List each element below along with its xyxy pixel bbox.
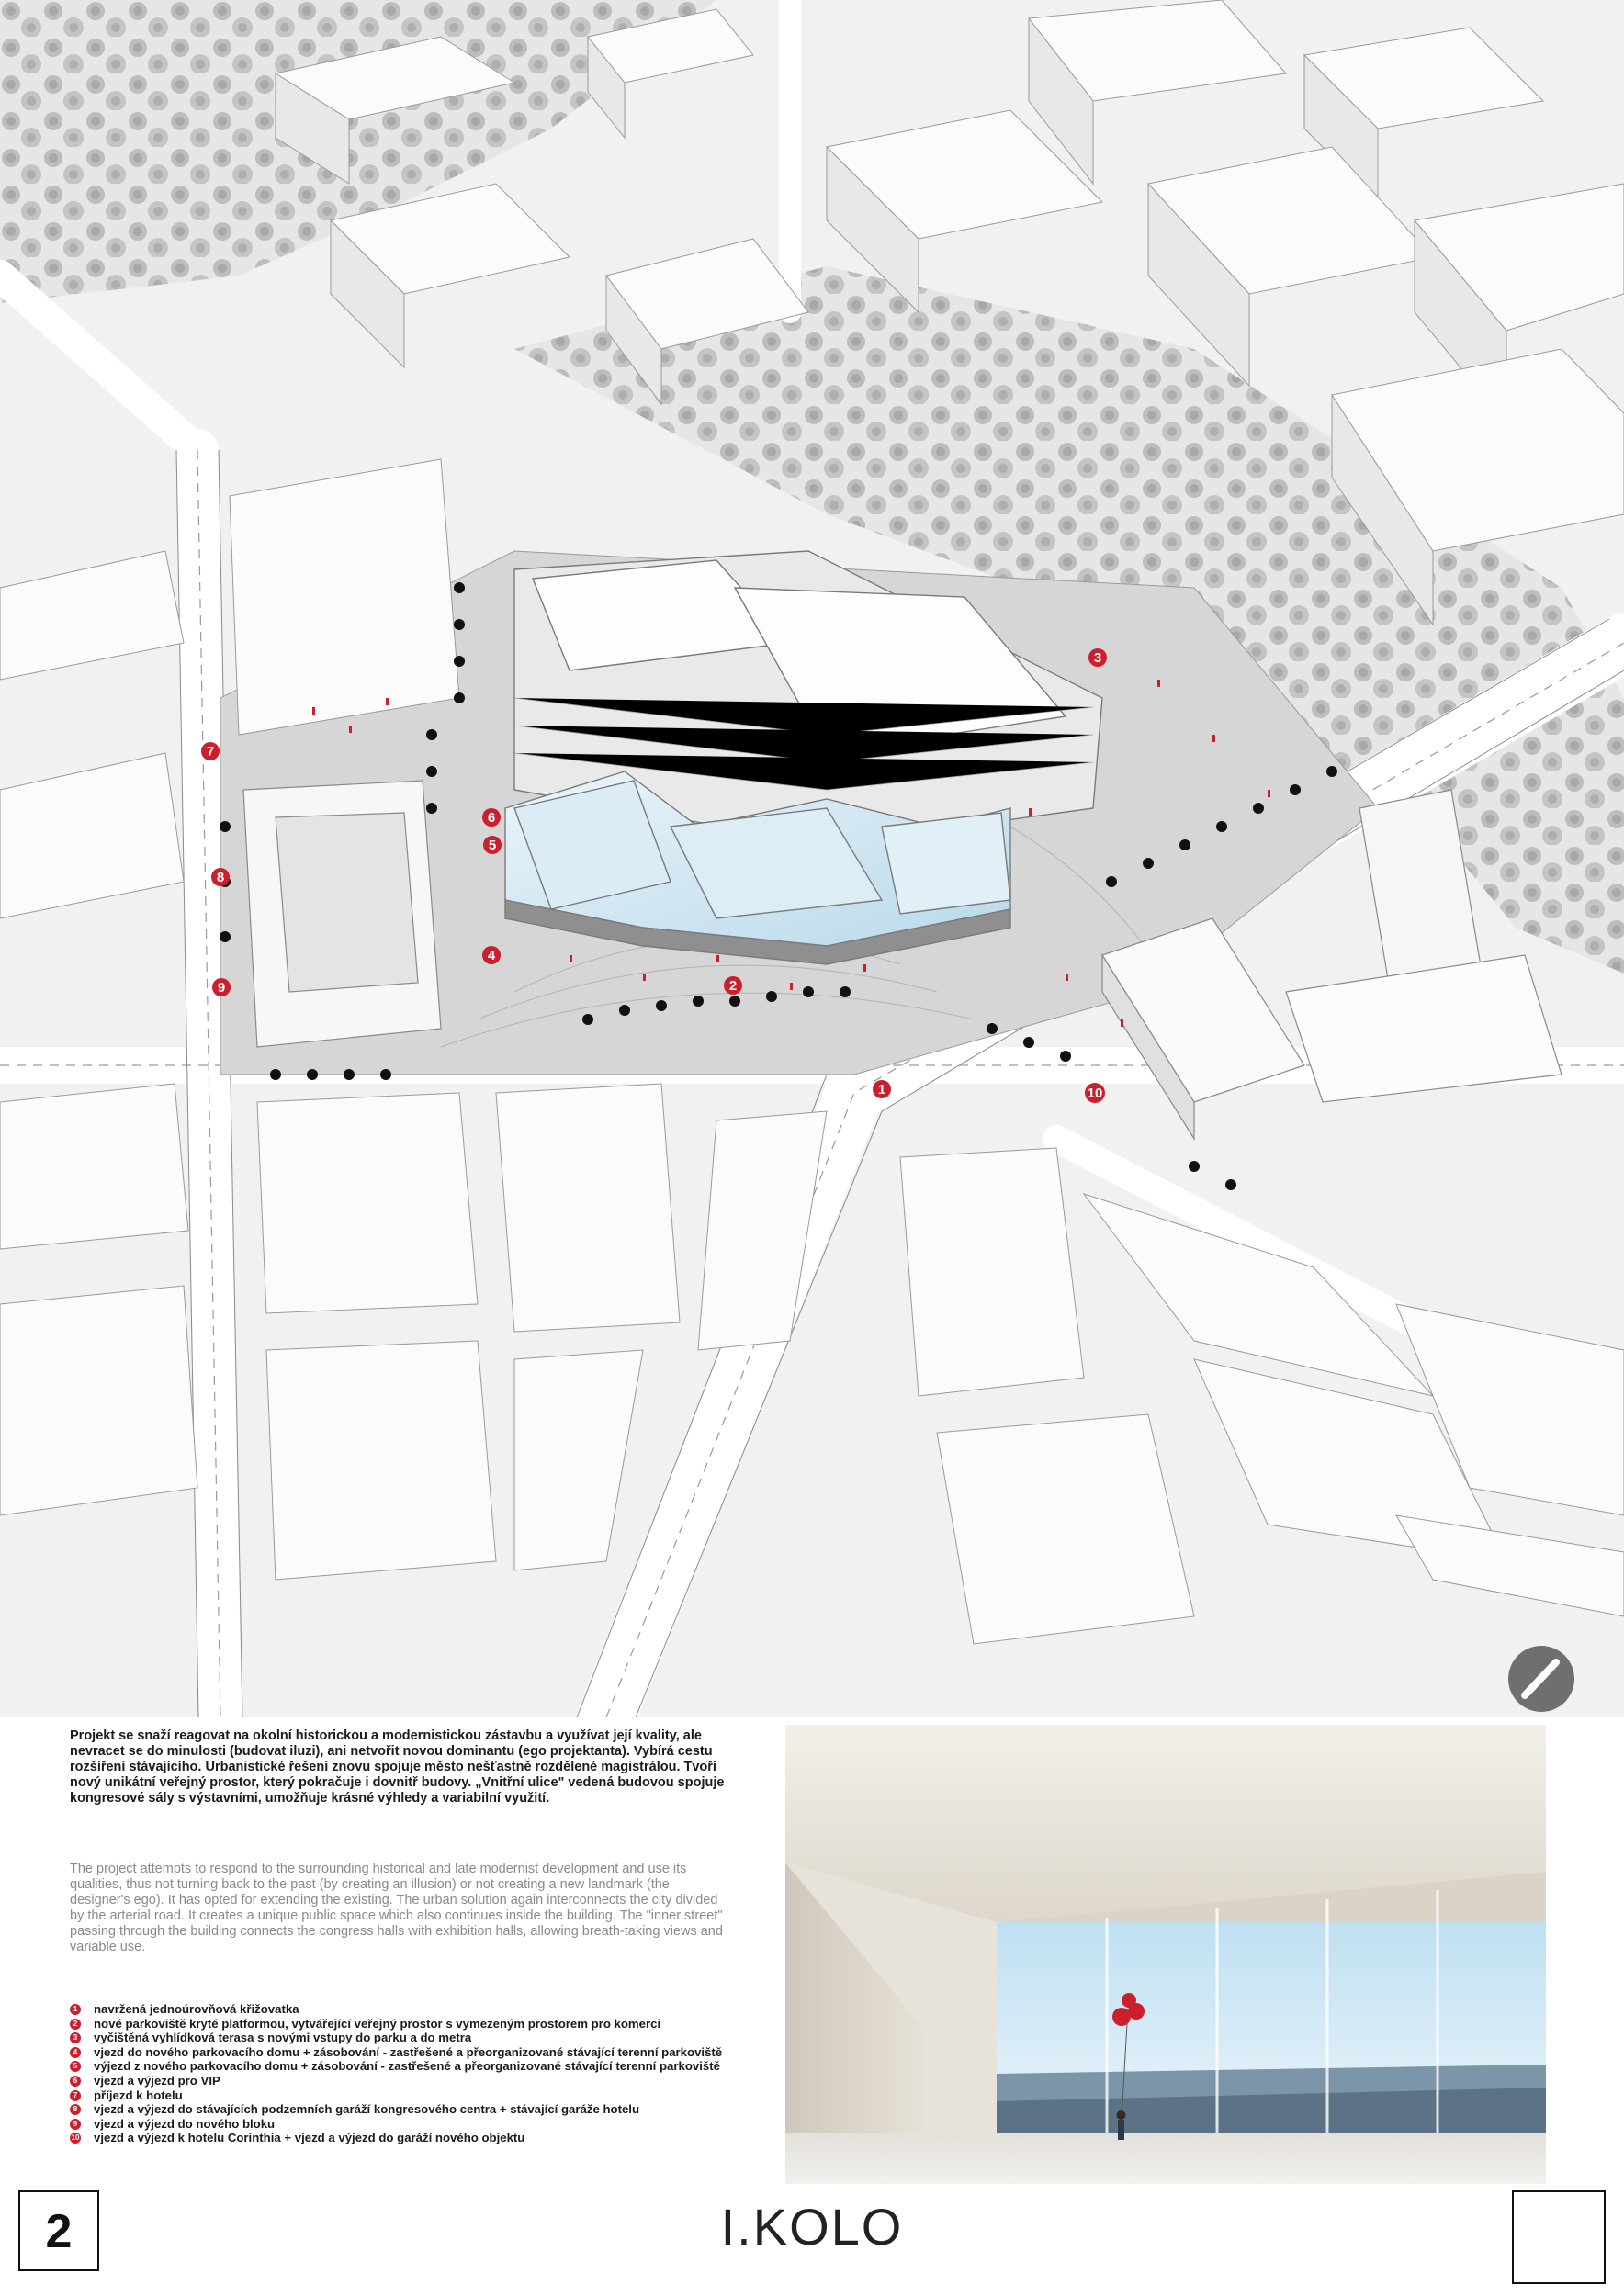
legend-text: vjezd a výjezd k hotelu Corinthia + vjezd a výjezd do garáží nového objektu — [94, 2131, 525, 2145]
map-marker-5 — [483, 836, 502, 854]
legend-text: vjezd a výjezd do stávajících podzemních garáží kongresového centra + stávající garáže hotelu — [94, 2102, 640, 2117]
map-marker-6-label: 6 — [487, 810, 496, 826]
legend-item — [70, 2074, 768, 2088]
legend-number: 9 — [70, 2119, 81, 2130]
legend-item — [70, 2002, 768, 2017]
map-marker-4 — [482, 946, 501, 964]
legend-number: 5 — [70, 2061, 81, 2072]
legend-item — [70, 2045, 768, 2060]
legend-text: příjezd k hotelu — [94, 2088, 183, 2102]
map-marker-3-label: 3 — [1093, 650, 1102, 666]
map-marker-8 — [211, 868, 230, 886]
legend-text: vjezd a výjezd do nového bloku — [94, 2116, 276, 2131]
map-marker-5-label: 5 — [488, 838, 497, 853]
map-marker-1-label: 1 — [877, 1082, 886, 1097]
map-marker-10 — [1085, 1083, 1105, 1103]
map-marker-3 — [1088, 648, 1107, 667]
logo-mark — [1505, 1642, 1578, 1716]
map-marker-2 — [724, 976, 742, 995]
legend-number: 6 — [70, 2076, 81, 2087]
map-marker-4-label: 4 — [487, 948, 496, 963]
legend-number: 2 — [70, 2019, 81, 2030]
legend-list — [70, 2002, 768, 2145]
legend-number: 8 — [70, 2104, 81, 2115]
legend-item — [70, 2088, 768, 2103]
map-marker-9 — [212, 978, 231, 996]
legend-number: 4 — [70, 2047, 81, 2058]
legend-text: navržená jednoúrovňová křižovatka — [94, 2002, 299, 2016]
map-marker-2-label: 2 — [728, 978, 738, 994]
project-description-english: The project attempts to respond to the surrounding historical and late modernist development and use its qualities, thus not turning back to the past (by creating an illusion) or not creating a new landmark (the designer's ego). It has opted for extending the existing. The urban solution again interconnects the city divided by the arterial road. It creates a unique public space which also continues inside the building. The "inner street" passing through the building connects the congress halls with exhibition halls, allowing breath-taking views and variable use. — [70, 1862, 723, 1954]
legend-item — [70, 2117, 768, 2132]
legend-number: 3 — [70, 2032, 81, 2043]
legend-text: vyčištěná vyhlídková terasa s novými vstupy do parku a do metra — [94, 2031, 472, 2045]
legend-text: vjezd a výjezd pro VIP — [94, 2073, 220, 2088]
project-description-czech: Projekt se snaží reagovat na okolní historickou a modernistickou zástavbu a využívat její kvality, ale nevracet se do minulosti (budovat iluzi), ani netvořit novou dominantu (ego projektanta). Vybírá cestu rozšíření stávajícího. Urbanistické řešení znovu spojuje město nešťastně rozdělené magistrálou. Tvoří nový unikátní veřejný prostor, který pokračuje i dovnitř budovy. „Vnitřní ulice" vedená budovou spojuje kongresové sály s výstavními, umožňuje krásné výhledy a variabilní využití. — [70, 1728, 725, 1806]
interior-render — [785, 1725, 1546, 2184]
map-marker-9-label: 9 — [217, 980, 226, 996]
map-marker-1 — [873, 1080, 891, 1098]
legend-item — [70, 2102, 768, 2117]
legend-number: 1 — [70, 2004, 81, 2015]
extension-volume-c — [882, 813, 1010, 914]
map-marker-10-label: 10 — [1087, 1086, 1103, 1101]
map-marker-6 — [482, 808, 501, 827]
round-title: I.KOLO — [720, 2198, 904, 2256]
legend-number: 7 — [70, 2090, 81, 2101]
legend-item — [70, 2031, 768, 2045]
map-marker-7 — [201, 742, 220, 760]
render-floor — [785, 2133, 1546, 2184]
legend-text: vjezd do nového parkovacího domu + zásobování - zastřešené a přeorganizované stávající terenní parkoviště — [94, 2044, 723, 2059]
map-marker-8-label: 8 — [216, 870, 225, 885]
legend-text: výjezd z nového parkovacího domu + zásobování - zastřešené a přeorganizované stávající terenní parkoviště — [94, 2059, 720, 2074]
legend-item — [70, 2059, 768, 2074]
legend-text: nové parkoviště kryté platformou, vytvářející veřejný prostor s vymezeným prostorem pro komerci — [94, 2016, 661, 2031]
blank-frame — [1512, 2190, 1606, 2284]
map-marker-7-label: 7 — [206, 744, 215, 760]
page-number: 2 — [18, 2190, 99, 2271]
legend-item — [70, 2131, 768, 2145]
legend-number: 10 — [71, 2133, 80, 2143]
legend-item — [70, 2017, 768, 2032]
